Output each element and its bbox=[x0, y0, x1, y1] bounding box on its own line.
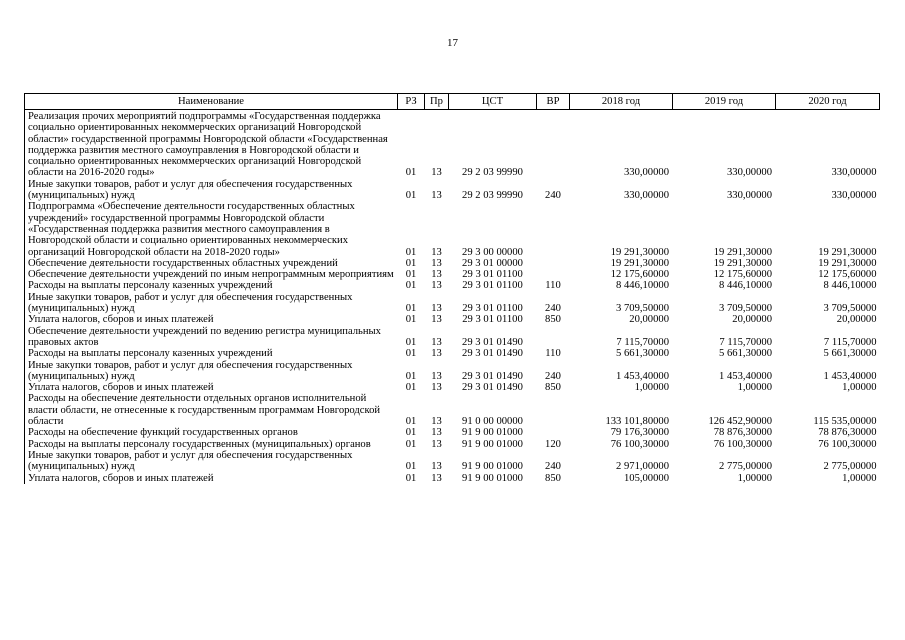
cell-2018: 7 115,70000 bbox=[616, 336, 669, 348]
cell-2018: 76 100,30000 bbox=[610, 438, 669, 450]
table-row bbox=[25, 348, 880, 359]
cell-cst: 91 0 00 00000 bbox=[462, 416, 523, 428]
cell-pr: 13 bbox=[431, 246, 442, 258]
cell-2020: 19 291,30000 bbox=[818, 257, 877, 269]
cell-rz: 01 bbox=[405, 416, 417, 428]
cell-name: Обеспечение деятельности учреждений по иным непрограммным мероприятиям bbox=[25, 269, 398, 280]
cell-2020: 8 446,10000 bbox=[823, 280, 877, 292]
table-row bbox=[25, 280, 880, 291]
cell-rz: 01 bbox=[405, 461, 417, 473]
cell-vr bbox=[537, 201, 570, 257]
cell-2019: 78 876,30000 bbox=[713, 427, 772, 439]
cell-rz: 01 bbox=[405, 370, 417, 382]
cell-pr: 13 bbox=[431, 427, 442, 439]
cell-cst: 29 3 01 01490 bbox=[462, 370, 523, 382]
table-header-row bbox=[25, 94, 880, 110]
table-row bbox=[25, 258, 880, 269]
cell-pr: 13 bbox=[431, 280, 442, 292]
cell-rz: 01 bbox=[405, 190, 417, 202]
cell-rz: 01 bbox=[405, 336, 417, 348]
cell-name: Обеспечение деятельности государственных областных учреждений bbox=[25, 258, 398, 269]
cell-pr: 13 bbox=[431, 303, 442, 315]
cell-name: Расходы на выплаты персоналу государственных (муниципальных) органов bbox=[25, 439, 398, 450]
cell-name: Расходы на обеспечение деятельности отдельных органов исполнительной власти области, не отнесенные к государственным программам Новгородской области bbox=[25, 393, 398, 427]
cell-cst: 29 2 03 99990 bbox=[462, 167, 523, 179]
cell-name: Реализация прочих мероприятий подпрограммы «Государственная поддержка социально ориентированных некоммерческих организаций Новгородской области» государственной программы Новгородской области «Государственная поддержка развития местного самоуправления в Новгородской области и социально ориентированных некоммерческих организаций Новгородской области на 2016-2020 годы» bbox=[25, 110, 398, 179]
table-row bbox=[25, 427, 880, 438]
header-pr: Пр bbox=[425, 94, 449, 110]
cell-vr bbox=[537, 258, 570, 269]
header-2020: 2020 год bbox=[776, 94, 880, 110]
cell-vr bbox=[537, 110, 570, 179]
cell-pr: 13 bbox=[431, 167, 442, 179]
cell-2018: 105,00000 bbox=[623, 472, 669, 484]
cell-2020: 12 175,60000 bbox=[818, 269, 877, 281]
cell-2019: 76 100,30000 bbox=[713, 438, 772, 450]
cell-2019: 19 291,30000 bbox=[713, 246, 772, 258]
cell-2020: 19 291,30000 bbox=[818, 246, 877, 258]
cell-name: Расходы на обеспечение функций государственных органов bbox=[25, 427, 398, 438]
cell-2020: 20,00000 bbox=[836, 314, 877, 326]
cell-2019: 12 175,60000 bbox=[713, 269, 772, 281]
cell-2019: 5 661,30000 bbox=[719, 348, 772, 360]
cell-name: Уплата налогов, сборов и иных платежей bbox=[25, 473, 398, 484]
header-2019: 2019 год bbox=[673, 94, 776, 110]
cell-2019: 1,00000 bbox=[737, 472, 772, 484]
header-cst: ЦСТ bbox=[449, 94, 537, 110]
cell-name: Иные закупки товаров, работ и услуг для обеспечения государственных (муниципальных) нужд bbox=[25, 179, 398, 202]
cell-rz: 01 bbox=[405, 167, 417, 179]
cell-rz: 01 bbox=[405, 382, 417, 394]
cell-name: Расходы на выплаты персоналу казенных учреждений bbox=[25, 280, 398, 291]
cell-cst: 29 3 01 01100 bbox=[462, 303, 523, 315]
cell-vr: 240 bbox=[545, 370, 561, 382]
cell-2018: 1 453,40000 bbox=[616, 370, 669, 382]
cell-2020: 7 115,70000 bbox=[823, 336, 877, 348]
cell-pr: 13 bbox=[431, 461, 442, 473]
cell-2018: 133 101,80000 bbox=[605, 416, 669, 428]
cell-cst: 29 3 01 01490 bbox=[462, 348, 523, 360]
cell-2019: 1,00000 bbox=[737, 382, 772, 394]
cell-2019: 330,00000 bbox=[726, 167, 772, 179]
cell-vr: 850 bbox=[545, 382, 561, 394]
cell-2019: 330,00000 bbox=[726, 190, 772, 202]
cell-rz: 01 bbox=[405, 257, 417, 269]
table-row bbox=[25, 439, 880, 450]
cell-cst: 91 9 00 01000 bbox=[462, 472, 523, 484]
table-row bbox=[25, 314, 880, 325]
cell-cst: 29 3 01 01490 bbox=[462, 336, 523, 348]
cell-cst: 29 2 03 99990 bbox=[462, 190, 523, 202]
header-vr: ВР bbox=[537, 94, 570, 110]
table-row bbox=[25, 382, 880, 393]
cell-2019: 2 775,00000 bbox=[719, 461, 772, 473]
header-rz: РЗ bbox=[398, 94, 425, 110]
cell-rz: 01 bbox=[405, 246, 417, 258]
cell-2018: 12 175,60000 bbox=[610, 269, 669, 281]
cell-vr: 110 bbox=[545, 280, 561, 292]
cell-pr: 13 bbox=[431, 190, 442, 202]
cell-2020: 115 535,00000 bbox=[813, 416, 877, 428]
cell-2020: 5 661,30000 bbox=[823, 348, 877, 360]
table-row bbox=[25, 201, 880, 257]
cell-vr: 240 bbox=[545, 303, 561, 315]
cell-2019: 8 446,10000 bbox=[719, 280, 772, 292]
cell-2018: 1,00000 bbox=[634, 382, 669, 394]
cell-cst: 91 9 00 01000 bbox=[462, 461, 523, 473]
cell-2019: 126 452,90000 bbox=[708, 416, 772, 428]
cell-pr: 13 bbox=[431, 472, 442, 484]
cell-2020: 3 709,50000 bbox=[823, 303, 877, 315]
table-row bbox=[25, 393, 880, 427]
cell-2019: 3 709,50000 bbox=[719, 303, 772, 315]
table-row bbox=[25, 179, 880, 202]
table-row bbox=[25, 450, 880, 473]
page-number: 17 bbox=[447, 37, 458, 49]
cell-vr bbox=[537, 269, 570, 280]
cell-2020: 1,00000 bbox=[842, 382, 877, 394]
cell-2020: 330,00000 bbox=[831, 167, 877, 179]
cell-rz: 01 bbox=[405, 427, 417, 439]
cell-cst: 91 9 00 01000 bbox=[462, 427, 523, 439]
cell-rz: 01 bbox=[405, 280, 417, 292]
cell-rz: 01 bbox=[405, 472, 417, 484]
cell-name: Уплата налогов, сборов и иных платежей bbox=[25, 382, 398, 393]
cell-pr: 13 bbox=[431, 416, 442, 428]
cell-2018: 2 971,00000 bbox=[616, 461, 669, 473]
cell-pr: 13 bbox=[431, 348, 442, 360]
cell-2020: 1,00000 bbox=[842, 472, 877, 484]
cell-vr: 110 bbox=[545, 348, 561, 360]
cell-cst: 29 3 01 01490 bbox=[462, 382, 523, 394]
cell-2018: 79 176,30000 bbox=[610, 427, 669, 439]
cell-rz: 01 bbox=[405, 438, 417, 450]
table-row bbox=[25, 269, 880, 280]
cell-2019: 1 453,40000 bbox=[719, 370, 772, 382]
cell-2019: 19 291,30000 bbox=[713, 257, 772, 269]
table-row bbox=[25, 473, 880, 484]
cell-2018: 5 661,30000 bbox=[616, 348, 669, 360]
cell-name: Подпрограмма «Обеспечение деятельности государственных областных учреждений» государственной программы Новгородской области «Государственная поддержка развития местного самоуправления в Новгородской области и социально ориентированных некоммерческих организаций Новгородской области на 2018-2020 годы» bbox=[25, 201, 398, 257]
cell-vr: 850 bbox=[545, 472, 561, 484]
table-row bbox=[25, 292, 880, 315]
cell-name: Расходы на выплаты персоналу казенных учреждений bbox=[25, 348, 398, 359]
cell-name: Иные закупки товаров, работ и услуг для обеспечения государственных (муниципальных) нужд bbox=[25, 360, 398, 383]
cell-2020: 76 100,30000 bbox=[818, 438, 877, 450]
cell-rz: 01 bbox=[405, 269, 417, 281]
cell-cst: 29 3 01 01100 bbox=[462, 280, 523, 292]
cell-pr: 13 bbox=[431, 269, 442, 281]
cell-pr: 13 bbox=[431, 336, 442, 348]
table-row bbox=[25, 326, 880, 349]
cell-vr bbox=[537, 326, 570, 349]
cell-cst: 29 3 01 01100 bbox=[462, 269, 523, 281]
cell-2019: 7 115,70000 bbox=[719, 336, 772, 348]
cell-cst: 29 3 01 00000 bbox=[462, 257, 523, 269]
cell-2020: 78 876,30000 bbox=[818, 427, 877, 439]
cell-2018: 19 291,30000 bbox=[610, 246, 669, 258]
table-body bbox=[25, 110, 880, 484]
cell-cst: 91 9 00 01000 bbox=[462, 438, 523, 450]
header-2018: 2018 год bbox=[570, 94, 673, 110]
cell-vr: 240 bbox=[545, 190, 561, 202]
cell-2018: 19 291,30000 bbox=[610, 257, 669, 269]
cell-pr: 13 bbox=[431, 257, 442, 269]
table-row bbox=[25, 360, 880, 383]
cell-2018: 20,00000 bbox=[629, 314, 669, 326]
cell-rz: 01 bbox=[405, 303, 417, 315]
cell-rz: 01 bbox=[405, 314, 417, 326]
cell-vr bbox=[537, 427, 570, 438]
budget-table bbox=[24, 93, 880, 484]
cell-name: Иные закупки товаров, работ и услуг для обеспечения государственных (муниципальных) нужд bbox=[25, 450, 398, 473]
cell-vr: 850 bbox=[545, 314, 561, 326]
cell-vr: 120 bbox=[545, 438, 561, 450]
cell-cst: 29 3 00 00000 bbox=[462, 246, 523, 258]
cell-2020: 330,00000 bbox=[831, 190, 877, 202]
cell-2019: 20,00000 bbox=[732, 314, 772, 326]
header-name: Наименование bbox=[25, 94, 398, 110]
cell-2018: 330,00000 bbox=[623, 190, 669, 202]
cell-rz: 01 bbox=[405, 348, 417, 360]
cell-pr: 13 bbox=[431, 438, 442, 450]
cell-2018: 3 709,50000 bbox=[616, 303, 669, 315]
table-row bbox=[25, 110, 880, 179]
cell-pr: 13 bbox=[431, 314, 442, 326]
cell-2020: 2 775,00000 bbox=[823, 461, 877, 473]
cell-vr: 240 bbox=[545, 461, 561, 473]
cell-name: Иные закупки товаров, работ и услуг для обеспечения государственных (муниципальных) нужд bbox=[25, 292, 398, 315]
cell-vr bbox=[537, 393, 570, 427]
cell-pr: 13 bbox=[431, 370, 442, 382]
cell-name: Уплата налогов, сборов и иных платежей bbox=[25, 314, 398, 325]
cell-name: Обеспечение деятельности учреждений по ведению регистра муниципальных правовых актов bbox=[25, 326, 398, 349]
cell-pr: 13 bbox=[431, 382, 442, 394]
cell-2020: 1 453,40000 bbox=[823, 370, 877, 382]
cell-cst: 29 3 01 01100 bbox=[462, 314, 523, 326]
cell-2018: 330,00000 bbox=[623, 167, 669, 179]
cell-2018: 8 446,10000 bbox=[616, 280, 669, 292]
